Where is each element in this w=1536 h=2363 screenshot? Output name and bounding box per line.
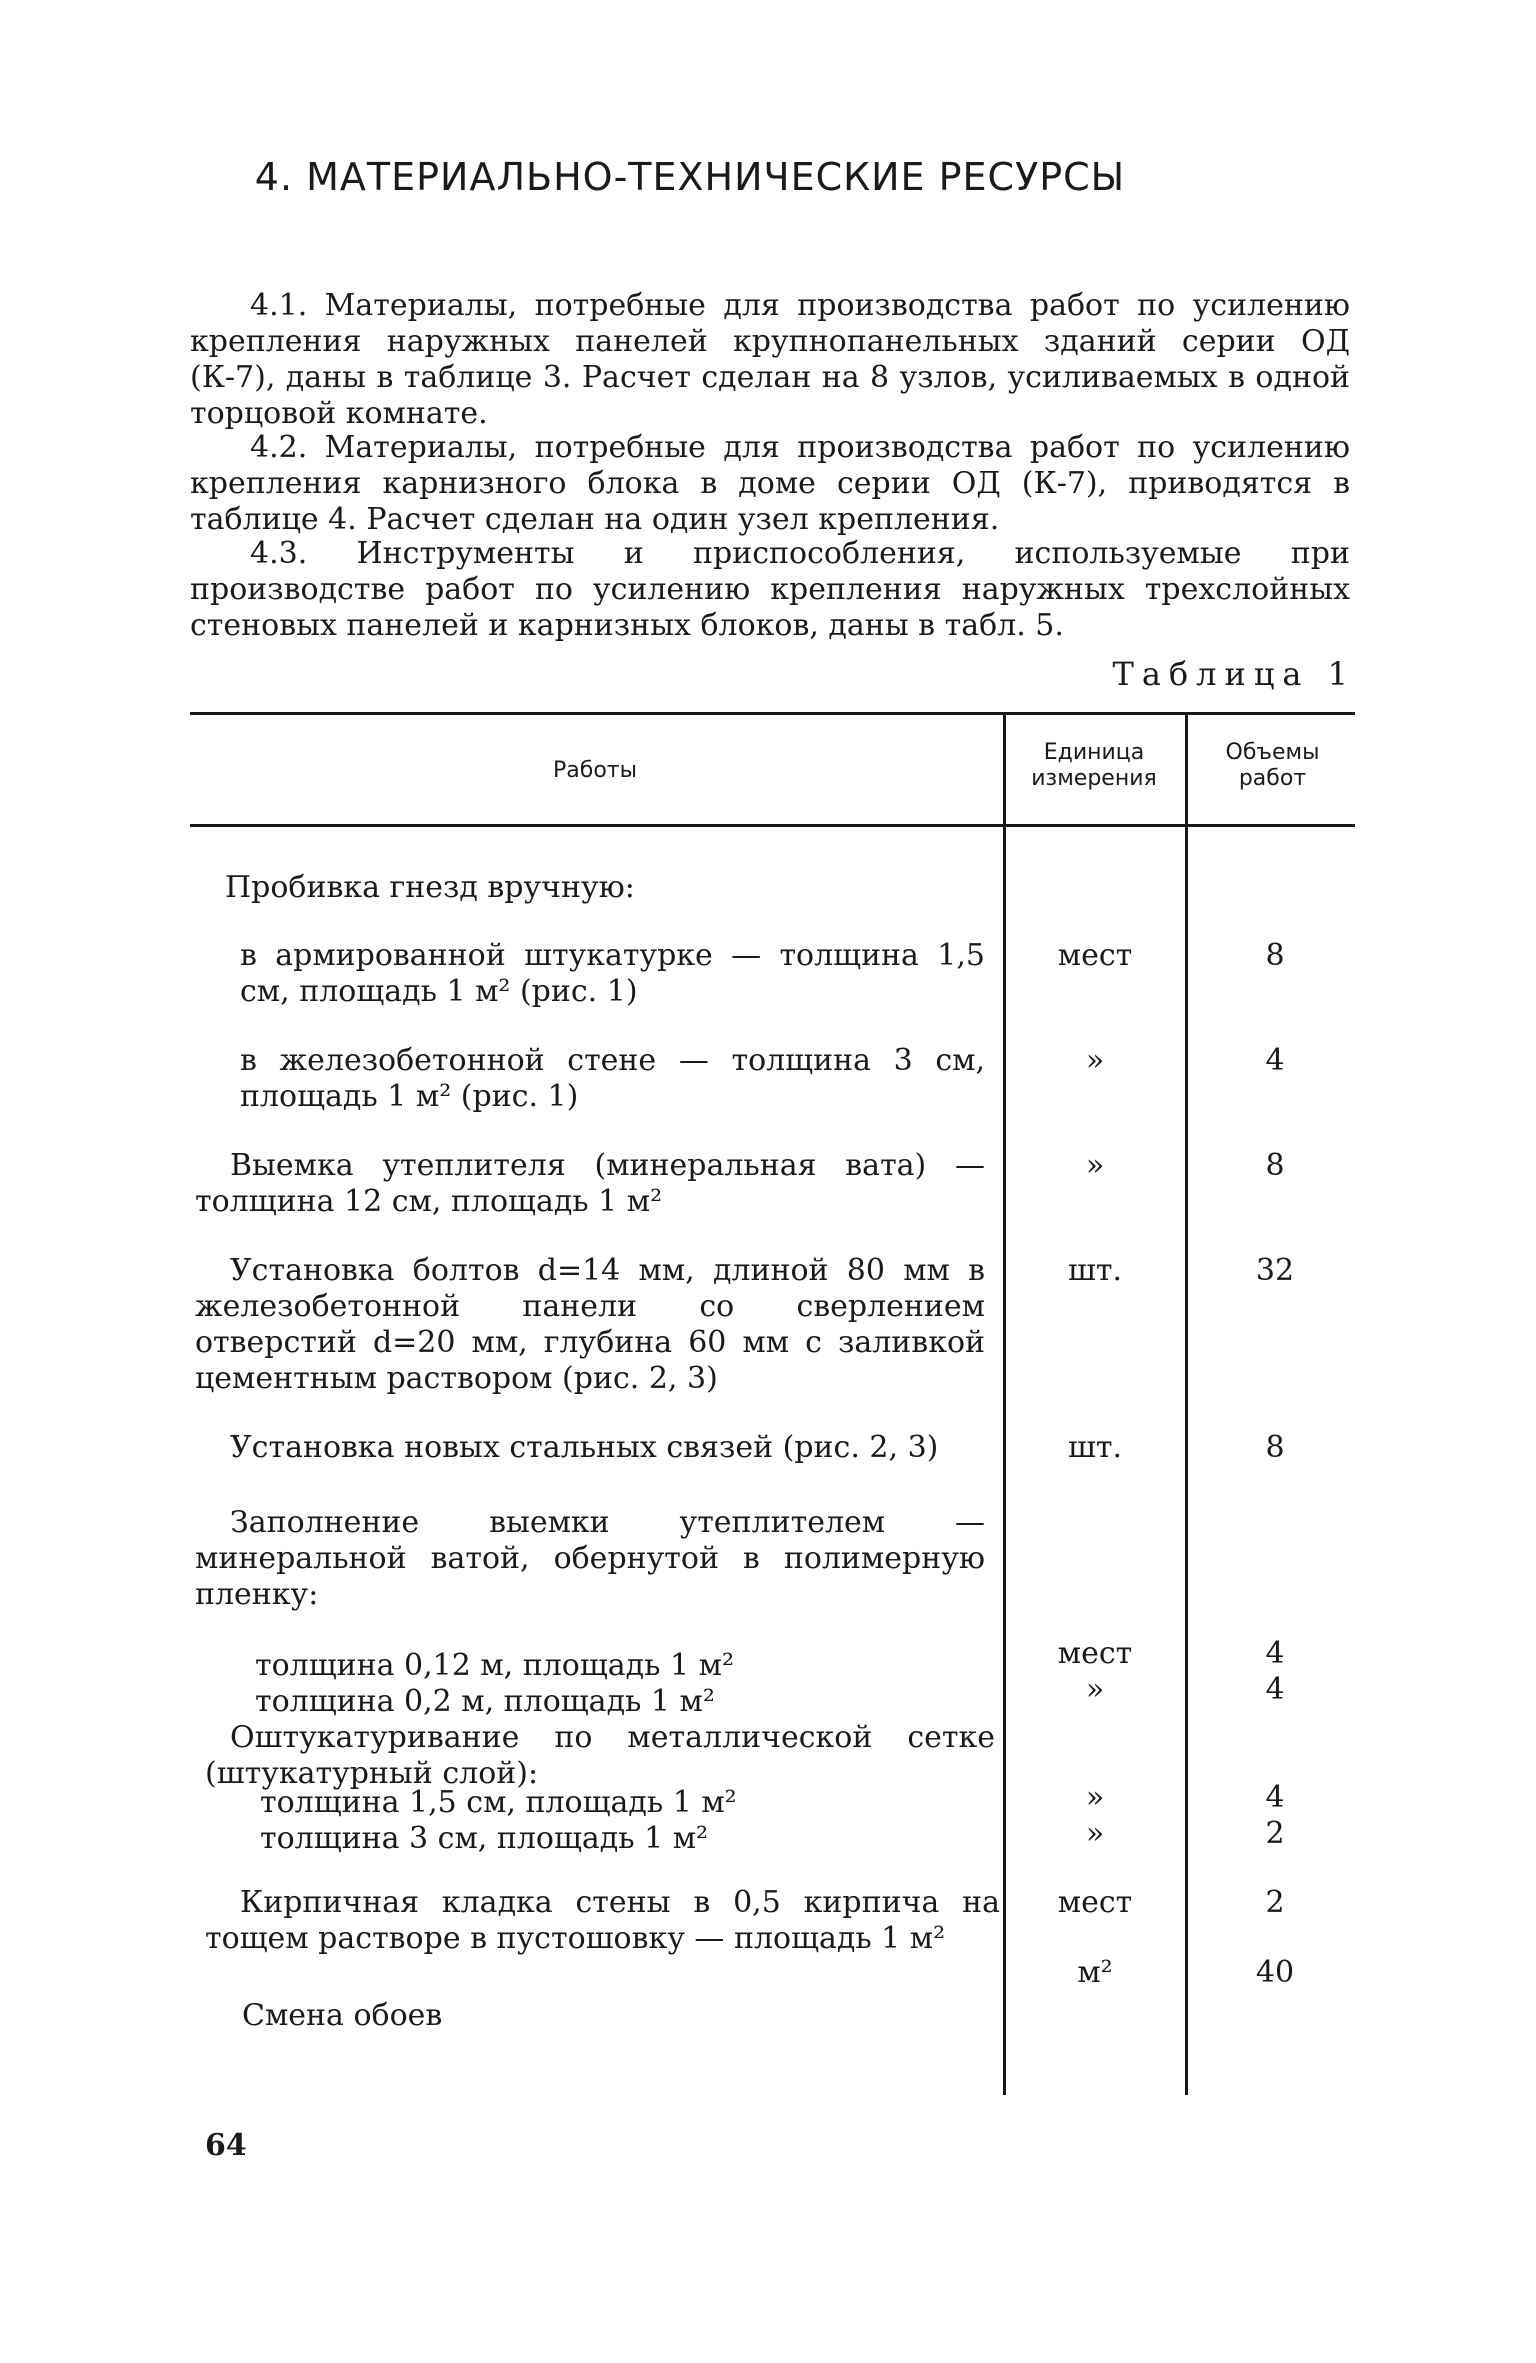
table-row-text: Пробивка гнезд вручную: — [225, 870, 635, 905]
table-row-volume: 4 — [1265, 1672, 1285, 1707]
table-row-text: толщина 0,2 м, площадь 1 м² — [255, 1684, 715, 1719]
table-row-unit: » — [1085, 1780, 1105, 1815]
table-top-rule — [190, 712, 1355, 715]
table-row-unit: шт. — [1067, 1430, 1123, 1465]
table-header-rule — [190, 824, 1355, 827]
table-row-unit: » — [1085, 1148, 1105, 1183]
paragraph-4-3: 4.3. Инструменты и приспособления, используемые при производстве работ по усилению крепления наружных трехслойных стеновых панелей и карнизных блоков, даны в табл. 5. — [190, 536, 1350, 643]
table-row-text: Кирпичная кладка стены в 0,5 кирпича на тощем растворе в пустошовку — площадь 1 м² — [205, 1885, 1000, 1956]
table-row-text: толщина 1,5 см, площадь 1 м² — [260, 1785, 737, 1820]
table-row-text: Смена обоев — [242, 1998, 443, 2033]
table-row-unit: шт. — [1067, 1253, 1123, 1288]
section-title: 4. МАТЕРИАЛЬНО-ТЕХНИЧЕСКИЕ РЕСУРСЫ — [254, 155, 1126, 199]
table-column-divider-2 — [1185, 715, 1188, 2095]
table-row-unit: мест — [1057, 938, 1133, 973]
table-row-volume: 40 — [1255, 1955, 1295, 1990]
table-row-unit: » — [1085, 1816, 1105, 1851]
table-row-volume: 4 — [1265, 1636, 1285, 1671]
table-row-volume: 32 — [1255, 1253, 1295, 1288]
table-header-works: Работы — [553, 758, 637, 783]
table-row-unit: » — [1085, 1043, 1105, 1078]
table-row-volume: 2 — [1265, 1816, 1285, 1851]
table-row-volume: 8 — [1265, 938, 1285, 973]
paragraph-4-2: 4.2. Материалы, потребные для производства работ по усилению крепления карнизного блока в доме серии ОД (К-7), приводятся в таблице 4. Расчет сделан на один узел крепления. — [190, 430, 1350, 537]
table-row-text: в армированной штукатурке — толщина 1,5 см, площадь 1 м² (рис. 1) — [240, 938, 985, 1009]
table-row-text: Заполнение выемки утеплителем — минеральной ватой, обернутой в полимерную пленку: — [195, 1505, 985, 1612]
table-row-text: Оштукатуривание по металлической сетке (штукатурный слой): — [205, 1720, 995, 1791]
table-row-unit: мест — [1057, 1636, 1133, 1671]
table-row-volume: 8 — [1265, 1148, 1285, 1183]
table-header-volume: Объемы работ — [1225, 740, 1320, 791]
table-row-volume: 8 — [1265, 1430, 1285, 1465]
table-row-unit: м² — [1077, 1955, 1113, 1990]
table-row-unit: » — [1085, 1672, 1105, 1707]
table-row-unit: мест — [1057, 1885, 1133, 1920]
table-row-text: толщина 0,12 м, площадь 1 м² — [255, 1648, 734, 1683]
table-row-text: Установка новых стальных связей (рис. 2, 3) — [230, 1430, 939, 1465]
paragraph-4-1: 4.1. Материалы, потребные для производства работ по усилению крепления наружных панелей крупнопанельных зданий серии ОД (К-7), даны в таблице 3. Расчет сделан на 8 узлов, усиливаемых в одной торцовой комнате. — [190, 288, 1350, 431]
table-row-text: Установка болтов d=14 мм, длиной 80 мм в железобетонной панели со сверлением отверстий d=20 мм, глубина 60 мм с заливкой цементным раствором (рис. 2, 3) — [195, 1253, 985, 1396]
table-column-divider-1 — [1003, 715, 1006, 2095]
page-number: 64 — [205, 2128, 247, 2163]
table-header-unit: Единица измерения — [1031, 740, 1157, 791]
table-label: Таблица 1 — [1112, 655, 1356, 693]
table-row-volume: 2 — [1265, 1885, 1285, 1920]
table-row-volume: 4 — [1265, 1043, 1285, 1078]
table-row-text: толщина 3 см, площадь 1 м² — [260, 1821, 709, 1856]
table-row-volume: 4 — [1265, 1780, 1285, 1815]
table-row-text: Выемка утеплителя (минеральная вата) — толщина 12 см, площадь 1 м² — [195, 1148, 985, 1219]
table-row-text: в железобетонной стене — толщина 3 см, площадь 1 м² (рис. 1) — [240, 1043, 985, 1114]
